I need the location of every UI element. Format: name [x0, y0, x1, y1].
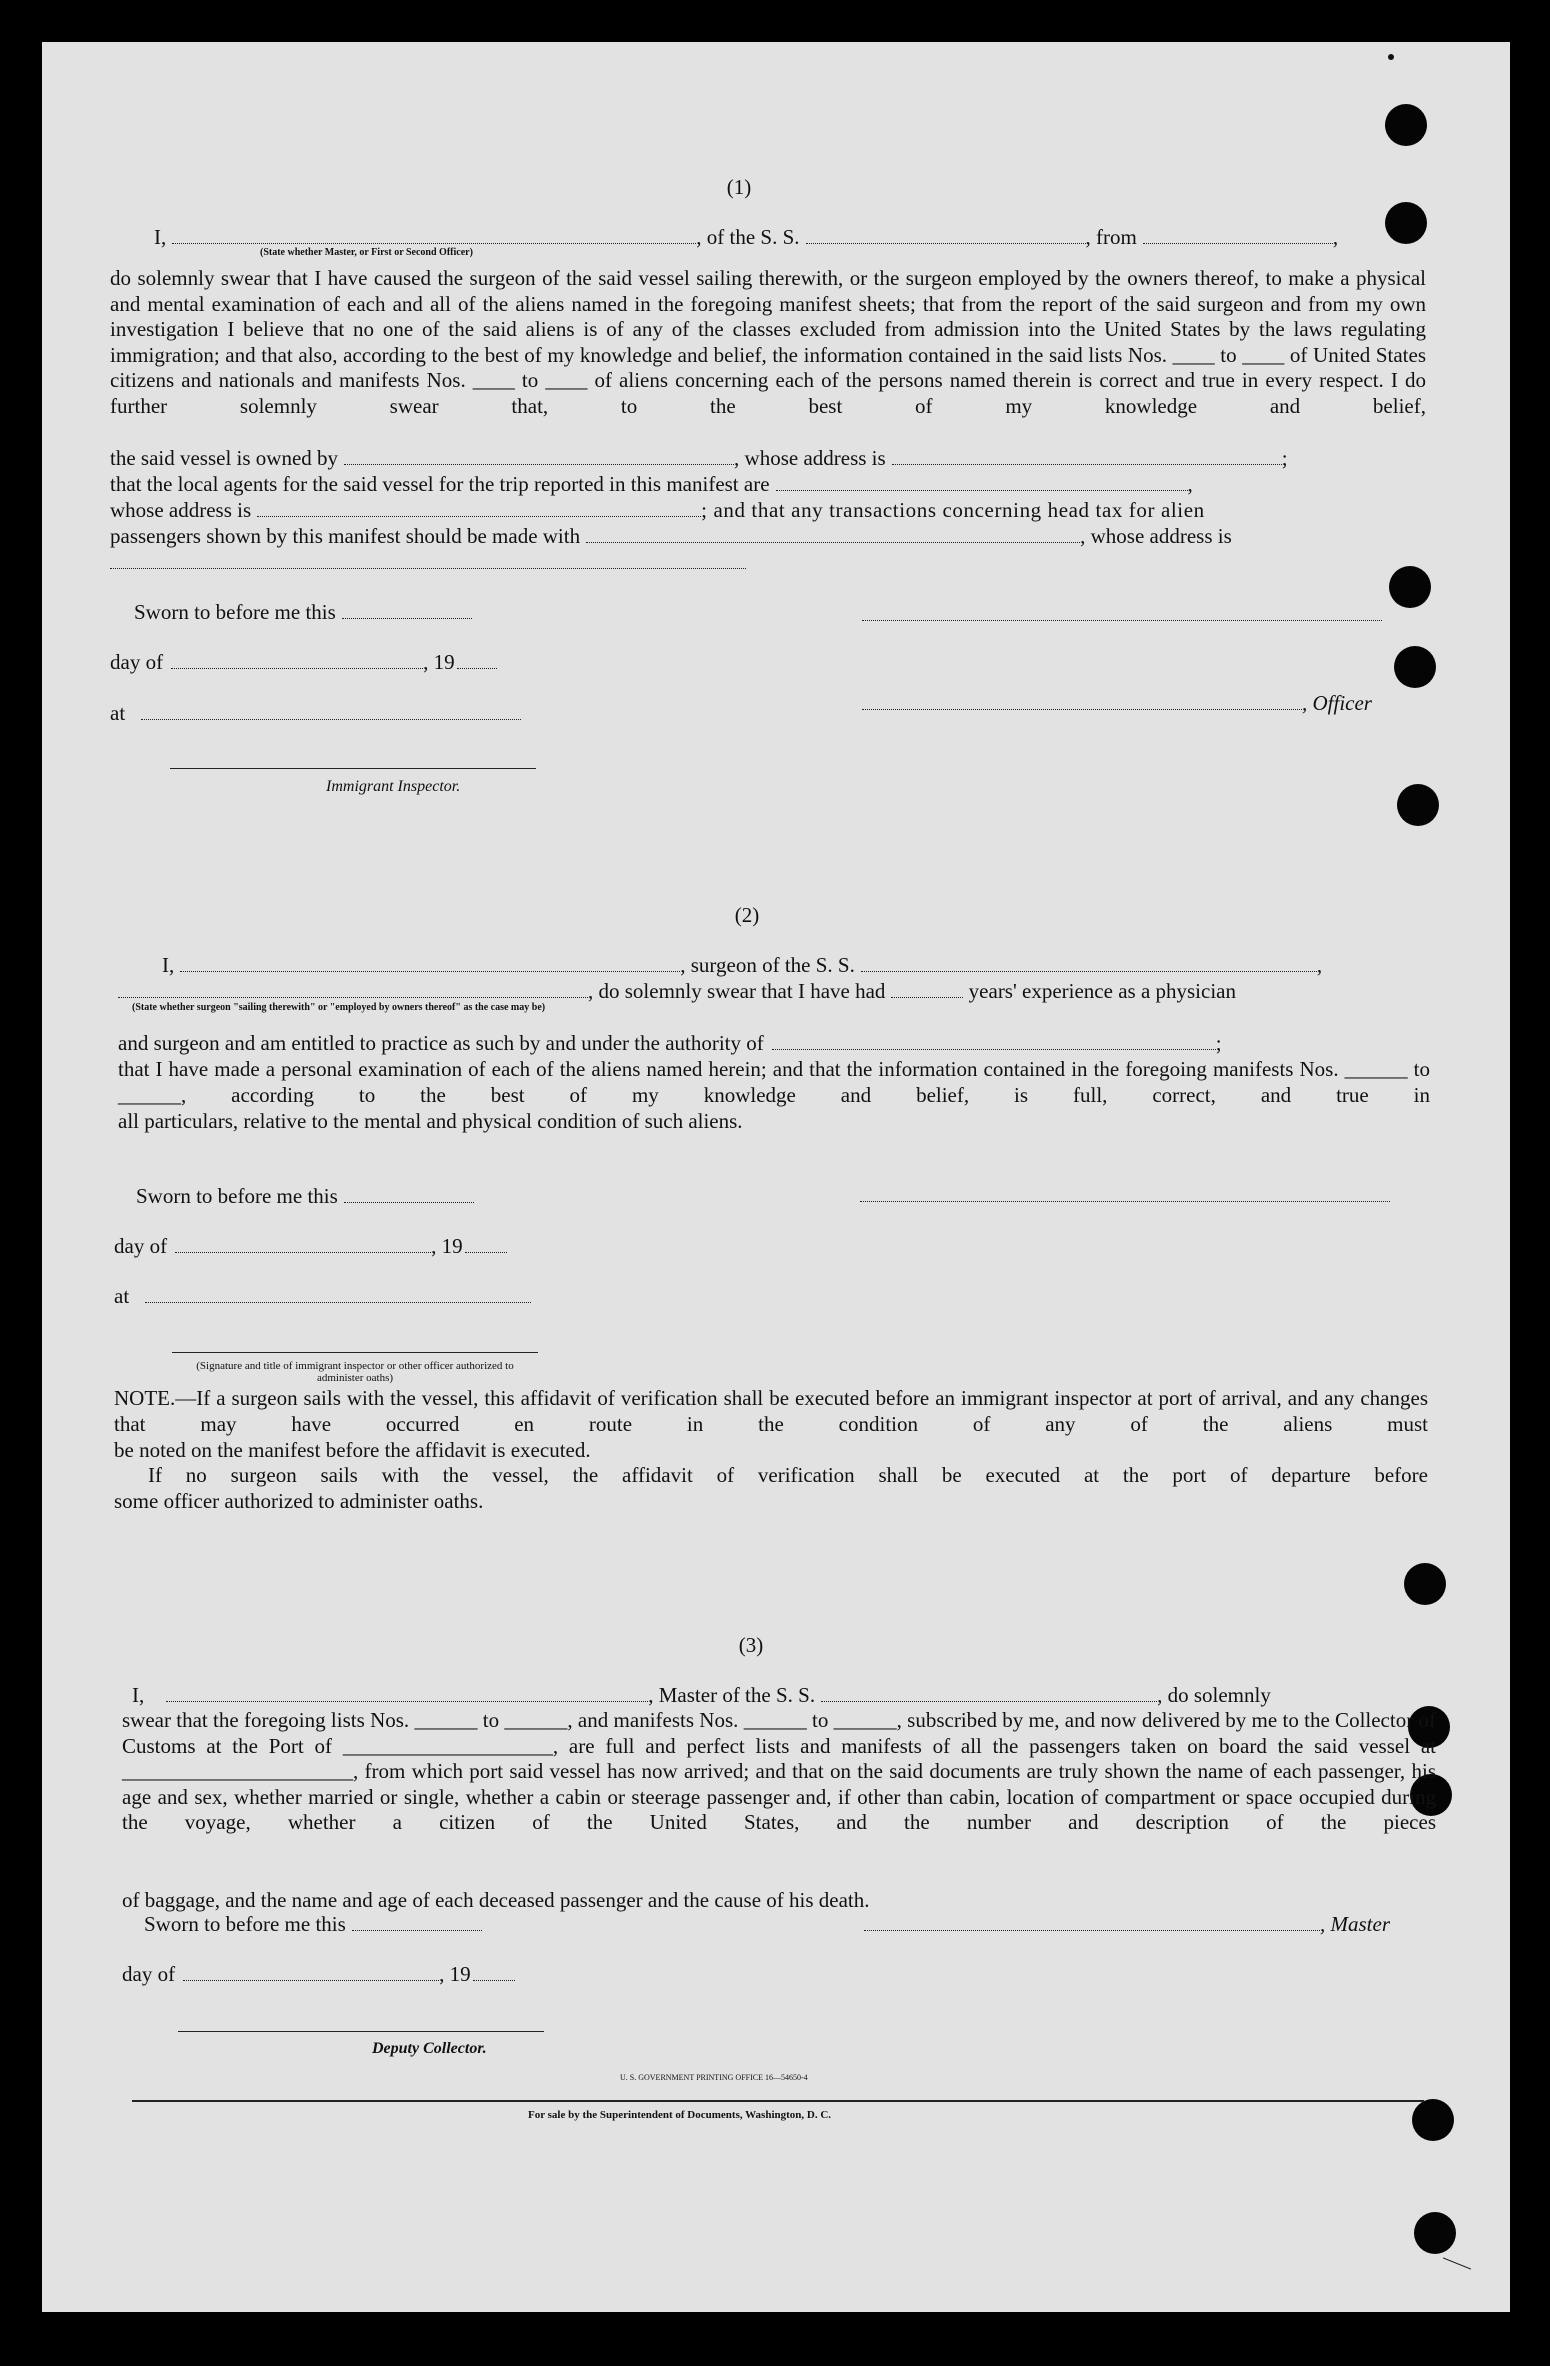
s2-vessel-field[interactable] [861, 952, 1317, 972]
head-tax-address-field[interactable] [110, 568, 746, 569]
punch-hole [1389, 566, 1431, 608]
speck [1388, 54, 1394, 60]
section-2-last-line: all particulars, relative to the mental and physical condition of such aliens. [118, 1109, 743, 1133]
surgeon-signature-field[interactable] [860, 1201, 1390, 1202]
section-3-body: swear that the foregoing lists Nos. ______ to ______, and manifests Nos. ______ to ______, subscribed by me, and now delivered by me to the Collector of Customs at the Port of ____________________, are full and perfect lists and manifests of all the passengers taken on board the said vessel at ______________________, from which port said vessel has now arrived; and that on the said documents are truly shown the name of each passenger, his age and sex, whether married or single, whether a cabin or steerage passenger and, if other than cabin, location of compartment or space occupied during the voyage, whether a citizen of the United States, and the number and description of the pieces [122, 1708, 1436, 1834]
s2-at-field[interactable] [145, 1283, 531, 1303]
punch-hole [1385, 104, 1427, 146]
note-1-last: be noted on the manifest before the affidavit is executed. [114, 1438, 591, 1462]
authority-line: and surgeon and am entitled to practice as such by and under the authority of ; [118, 1031, 1222, 1055]
punch-hole [1394, 646, 1436, 688]
officer-title-field[interactable] [862, 690, 1302, 710]
agents-address-line: whose address is ; and that any transactions concerning head tax for alien [110, 498, 1205, 522]
s2-signature-line[interactable] [172, 1352, 538, 1353]
master-name-field[interactable] [166, 1682, 648, 1702]
section-2-body: that I have made a personal examination of each of the aliens named herein; and that the information contained in the foregoing manifests Nos. ______ to ______, according to the best of my knowledge and belief, is full, correct, and true in [118, 1057, 1430, 1107]
note-2: If no surgeon sails with the vessel, the affidavit of verification shall be executed at the port of departure before [148, 1463, 1428, 1487]
s3-vessel-field[interactable] [821, 1682, 1157, 1702]
section-3-opening-line: I, , Master of the S. S. , do solemnly [132, 1683, 1271, 1707]
master-signature-field[interactable] [864, 1911, 1320, 1931]
s2-sworn-date-field[interactable] [344, 1183, 474, 1203]
deputy-title: Deputy Collector. [372, 2040, 487, 2057]
s3-year-field[interactable] [473, 1961, 515, 1981]
section-2-opening-line: I, , surgeon of the S. S. , [162, 953, 1323, 977]
s3-sworn-date-field[interactable] [352, 1911, 482, 1931]
surgeon-note: (State whether surgeon "sailing therewith" or "employed by owners thereof" as the case may be) [132, 1002, 546, 1013]
vessel-name-field[interactable] [806, 224, 1086, 244]
signature-note: (Signature and title of immigrant inspector or other officer authorized to administer oaths) [196, 1360, 514, 1384]
inspector-signature-line[interactable] [170, 768, 536, 769]
owner-address-field[interactable] [892, 445, 1282, 465]
section-3-heading: (3) [738, 1633, 764, 1657]
section-1-heading: (1) [726, 175, 752, 199]
sworn-date-field[interactable] [342, 599, 472, 619]
form-sheet [42, 42, 1510, 2312]
experience-line: , do solemnly swear that I have had years' experience as a physician [118, 978, 1236, 1004]
punch-hole [1414, 2212, 1456, 2254]
surgeon-type-field[interactable] [118, 978, 588, 998]
master-line: , Master [864, 1911, 1390, 1937]
officer-signature-field[interactable] [862, 620, 1382, 621]
officer-name-field[interactable] [172, 224, 696, 244]
officer-line: , Officer [862, 690, 1372, 716]
section-1-opening-line: I, , of the S. S. , from , [154, 225, 1339, 249]
section-3-last-line: of baggage, and the name and age of each deceased passenger and the cause of his death. [122, 1888, 870, 1912]
surgeon-name-field[interactable] [180, 952, 680, 972]
section-2-heading: (2) [734, 903, 760, 927]
footer-imprint: For sale by the Superintendent of Documents, Washington, D. C. [528, 2109, 832, 2121]
day-of-line-1: day of , 19 [110, 649, 497, 675]
sworn-line-2: Sworn to before me this [136, 1183, 474, 1209]
corner-mark [1443, 2257, 1471, 2269]
s3-month-field[interactable] [183, 1961, 439, 1981]
punch-hole [1397, 784, 1439, 826]
local-agents-line: that the local agents for the said vessel for the trip reported in this manifest are , [110, 472, 1193, 496]
s2-year-field[interactable] [465, 1233, 507, 1253]
sworn-line-3: Sworn to before me this [144, 1911, 482, 1937]
officer-note: (State whether Master, or First or Second Officer) [260, 247, 473, 258]
note-2-last: some officer authorized to administer oaths. [114, 1489, 484, 1513]
footer-rule [132, 2100, 1424, 2102]
authority-field[interactable] [772, 1030, 1216, 1050]
owner-field[interactable] [344, 445, 734, 465]
note-1: NOTE.—If a surgeon sails with the vessel, this affidavit of verification shall be executed before an immigrant inspector at port of arrival, and any changes that may have occurred en route in the condition of any of the aliens must [114, 1386, 1428, 1436]
day-of-line-2: day of , 19 [114, 1233, 507, 1259]
month-field[interactable] [171, 649, 423, 669]
day-of-line-3: day of , 19 [122, 1961, 515, 1987]
from-port-field[interactable] [1143, 224, 1333, 244]
head-tax-party-field[interactable] [586, 523, 1080, 543]
punch-hole [1404, 1563, 1446, 1605]
punch-hole [1385, 202, 1427, 244]
section-1-body: do solemnly swear that I have caused the surgeon of the said vessel sailing therewith, or the surgeon employed by the owners thereof, to make a physical and mental examination of each and all of the aliens named in the foregoing manifest sheets; that from the report of the said surgeon and from my own investigation I believe that no one of the said aliens is of any of the classes excluded from admission into the United States by the laws regulating immigration; and that also, according to the best of my knowledge and belief, the information contained in the said lists Nos. ____ to ____ of United States citizens and nationals and manifests Nos. ____ to ____ of aliens concerning each of the persons named therein is correct and true in every respect. I do further solemnly swear that, to the best of my knowledge and belief, [110, 266, 1426, 418]
owned-by-line: the said vessel is owned by , whose address is ; [110, 446, 1288, 470]
at-place-field[interactable] [141, 700, 521, 720]
s2-month-field[interactable] [175, 1233, 431, 1253]
sworn-line-1: Sworn to before me this [134, 599, 472, 625]
year-field[interactable] [457, 649, 497, 669]
deputy-signature-line[interactable] [178, 2031, 544, 2032]
punch-hole [1412, 2099, 1454, 2141]
agents-field[interactable] [776, 471, 1188, 491]
years-field[interactable] [891, 978, 963, 998]
inspector-title: Immigrant Inspector. [326, 778, 461, 795]
agents-address-field[interactable] [257, 497, 701, 517]
at-line-2: at [114, 1283, 531, 1309]
head-tax-line: passengers shown by this manifest should be made with , whose address is [110, 524, 1232, 548]
gpo-imprint: U. S. GOVERNMENT PRINTING OFFICE 16—54650-4 [620, 2073, 808, 2082]
at-line-1: at [110, 700, 521, 726]
